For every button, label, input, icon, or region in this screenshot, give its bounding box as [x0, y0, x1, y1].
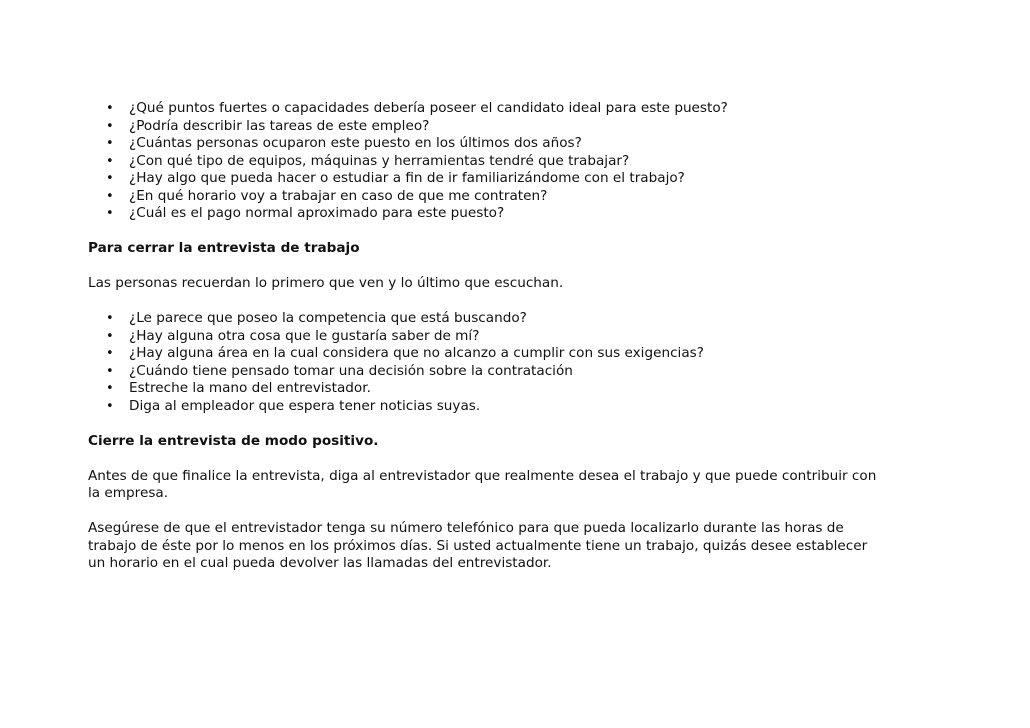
bullet-icon: • — [106, 188, 114, 204]
document-page — [88, 100, 948, 573]
list-item-text: ¿Cuántas personas ocuparon este puesto en los últimos dos años? — [129, 135, 582, 151]
list-item-text: ¿Hay alguna área en la cual considera que no alcanzo a cumplir con sus exigencias? — [129, 345, 704, 361]
bullet-icon: • — [106, 328, 114, 344]
list-item — [88, 170, 948, 188]
list-item — [88, 135, 948, 153]
section-heading: Para cerrar la entrevista de trabajo — [88, 240, 360, 256]
list-item — [88, 205, 948, 223]
bullet-icon: • — [106, 153, 114, 169]
bullet-icon: • — [106, 346, 114, 361]
bullet-icon: • — [106, 171, 114, 186]
list-item-text: ¿Qué puntos fuertes o capacidades debería poseer el candidato ideal para este puesto? — [129, 100, 728, 116]
list-item-text: ¿En qué horario voy a trabajar en caso de que me contraten? — [129, 187, 548, 204]
questions-list — [88, 100, 948, 223]
list-item — [88, 188, 948, 206]
list-item-text: ¿Hay alguna otra cosa que le gustaría saber de mí? — [129, 327, 480, 344]
list-item — [88, 380, 948, 398]
list-item-text: Diga al empleador que espera tener noticias suyas. — [129, 397, 481, 414]
list-item — [88, 363, 948, 381]
list-item-text: ¿Le parece que poseo la competencia que está buscando? — [129, 310, 527, 326]
list-item-text: ¿Podría describir las tareas de este empleo? — [129, 117, 430, 134]
list-item — [88, 345, 948, 363]
list-item-text: ¿Con qué tipo de equipos, máquinas y herramientas tendré que trabajar? — [129, 152, 630, 169]
paragraph-line: la empresa. — [88, 485, 169, 501]
list-item — [88, 100, 948, 118]
list-item — [88, 310, 948, 328]
list-item — [88, 118, 948, 136]
paragraph: Las personas recuerdan lo primero que ven y lo último que escuchan. — [88, 275, 564, 291]
closing-list — [88, 310, 948, 415]
list-item-text: Estreche la mano del entrevistador. — [129, 380, 371, 396]
bullet-icon: • — [106, 136, 114, 151]
list-item — [88, 153, 948, 171]
paragraph-line: Asegúrese de que el entrevistador tenga su número telefónico para que pueda localizarlo durante las horas de — [88, 520, 844, 536]
section-heading: Cierre la entrevista de modo positivo. — [88, 432, 379, 449]
list-item-text: ¿Cuál es el pago normal aproximado para este puesto? — [129, 205, 505, 221]
paragraph — [88, 468, 948, 503]
paragraph-line: Antes de que finalice la entrevista, diga al entrevistador que realmente desea el trabajo y que puede contribuir con — [88, 467, 877, 484]
bullet-icon: • — [106, 311, 114, 326]
list-item-text: ¿Cuándo tiene pensado tomar una decisión sobre la contratación — [129, 362, 573, 379]
paragraph-line: un horario en el cual pueda devolver las llamadas del entrevistador. — [88, 555, 552, 571]
paragraph-line: trabajo de éste por lo menos en los próximos días. Si usted actualmente tiene un trabajo, quizás desee establecer — [88, 537, 868, 554]
bullet-icon: • — [106, 363, 114, 379]
bullet-icon: • — [106, 381, 114, 396]
paragraph — [88, 520, 948, 573]
list-item — [88, 398, 948, 416]
list-item-text: ¿Hay algo que pueda hacer o estudiar a fin de ir familiarizándome con el trabajo? — [129, 170, 685, 186]
bullet-icon: • — [106, 206, 114, 221]
bullet-icon: • — [106, 101, 114, 116]
list-item — [88, 328, 948, 346]
bullet-icon: • — [106, 398, 114, 414]
bullet-icon: • — [106, 118, 114, 134]
